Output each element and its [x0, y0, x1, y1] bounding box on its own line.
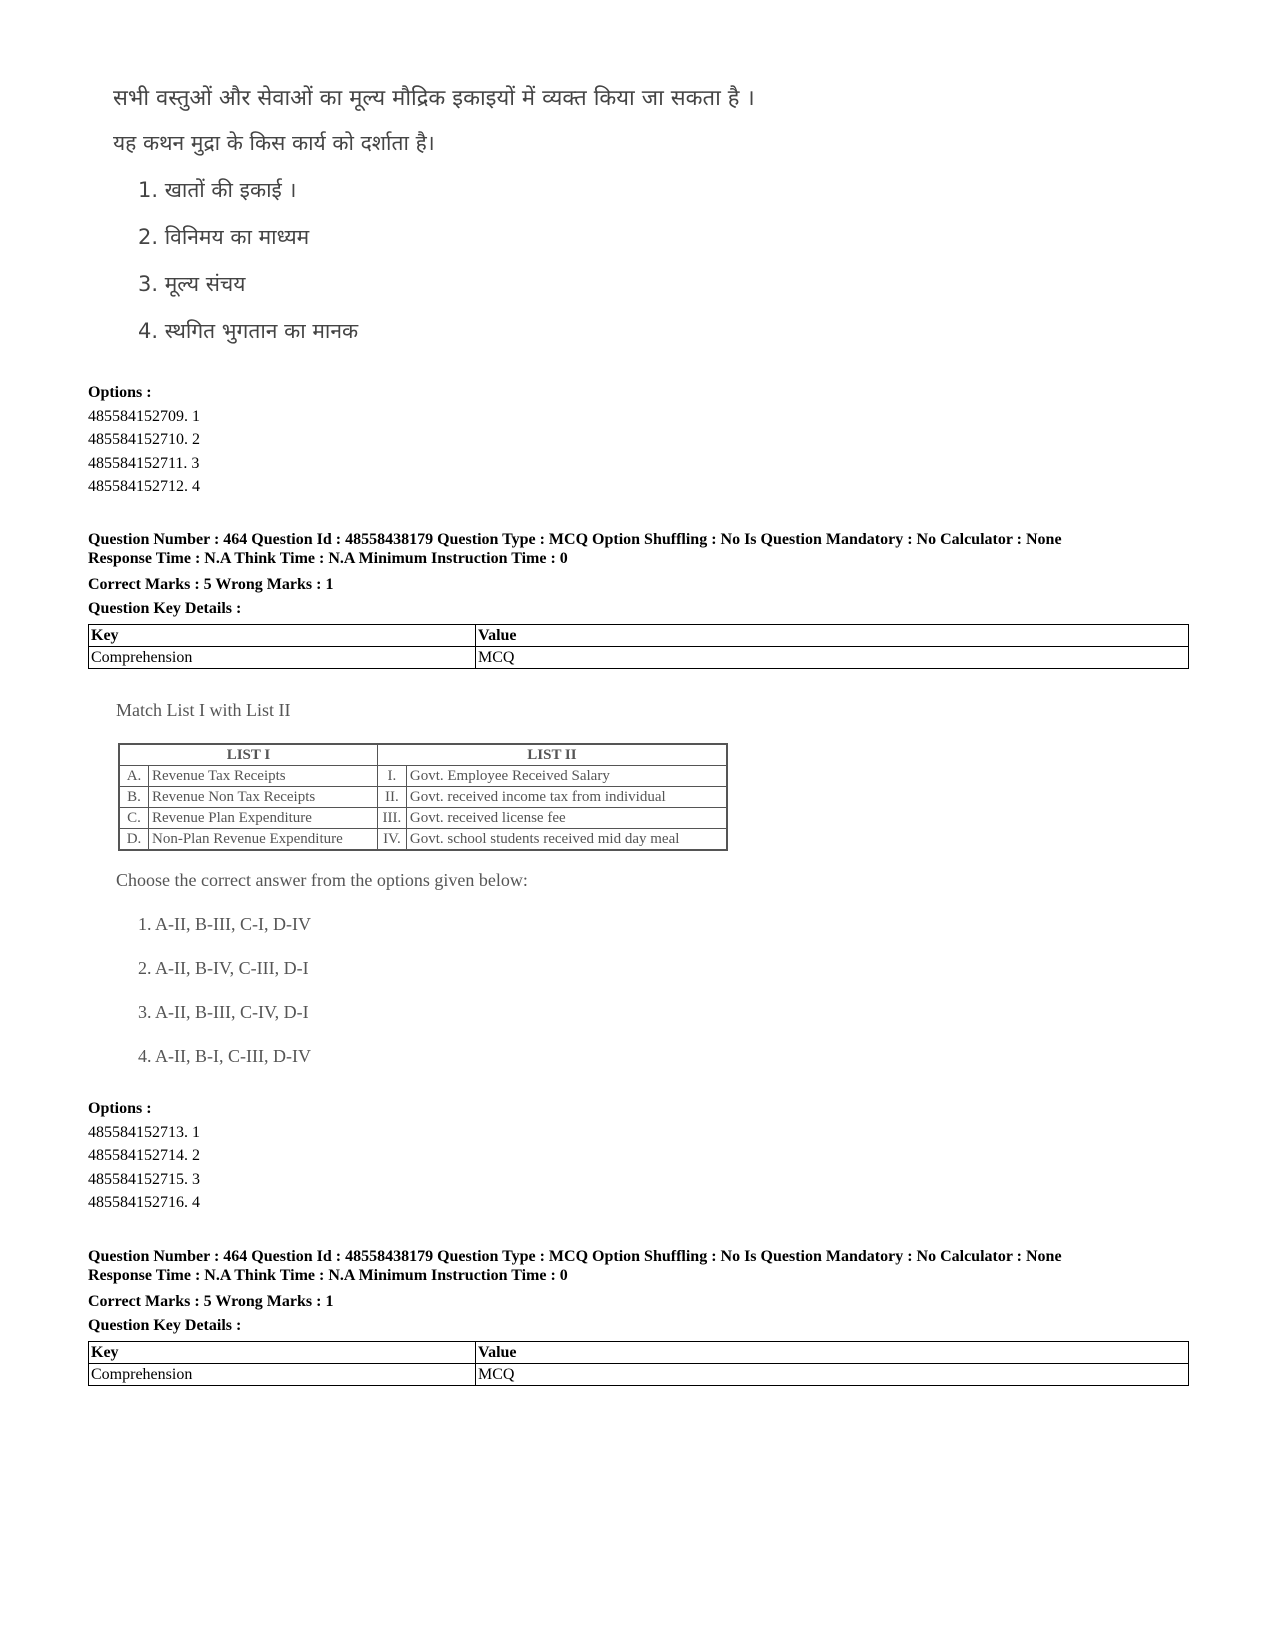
key-header: Key: [89, 625, 476, 647]
list1-label: A.: [119, 766, 149, 787]
question-meta-line2: Response Time : N.A Think Time : N.A Minimum Instruction Time : 0: [88, 1267, 568, 1284]
choice-1: 1. खातों की इकाई ।: [138, 178, 297, 202]
choice-3: 3. मूल्य संचय: [138, 272, 246, 296]
list1-label: C.: [119, 808, 149, 829]
value-header: Value: [476, 625, 1189, 647]
list2-label: III.: [377, 808, 406, 829]
options-label: Options :: [88, 384, 152, 401]
option-3: 485584152711. 3: [88, 455, 200, 472]
key-details-table: [88, 1341, 1189, 1386]
list1-item: Revenue Non Tax Receipts: [149, 787, 378, 808]
option-1: 485584152713. 1: [88, 1124, 200, 1141]
list1-item: Revenue Tax Receipts: [149, 766, 378, 787]
list2-label: II.: [377, 787, 406, 808]
list1-header: LIST I: [119, 744, 377, 766]
match-table: [118, 743, 728, 851]
table-row: [119, 766, 727, 787]
choice-4: 4. स्थगित भुगतान का मानक: [138, 319, 359, 343]
option-1: 485584152709. 1: [88, 408, 200, 425]
list1-label: D.: [119, 829, 149, 851]
options-label: Options :: [88, 1100, 152, 1117]
question-meta-line2: Response Time : N.A Think Time : N.A Minimum Instruction Time : 0: [88, 550, 568, 567]
list2-item: Govt. Employee Received Salary: [406, 766, 727, 787]
list2-label: IV.: [377, 829, 406, 851]
key-cell: Comprehension: [89, 647, 476, 669]
question-statement: सभी वस्तुओं और सेवाओं का मूल्य मौद्रिक इकाइयों में व्यक्त किया जा सकता है ।: [113, 86, 755, 111]
key-details-table: [88, 624, 1189, 669]
question-meta: Question Number : 464 Question Id : 48558438179 Question Type : MCQ Option Shuffling : No Is Question Mandatory : No Calculator : None: [88, 1248, 1062, 1265]
table-row: [119, 808, 727, 829]
list2-header: LIST II: [377, 744, 727, 766]
key-header: Key: [89, 1342, 476, 1364]
question-text: यह कथन मुद्रा के किस कार्य को दर्शाता है।: [113, 131, 435, 155]
choice-4: 4. A-II, B-I, C-III, D-IV: [138, 1046, 311, 1066]
list1-item: Revenue Plan Expenditure: [149, 808, 378, 829]
option-3: 485584152715. 3: [88, 1171, 200, 1188]
list2-item: Govt. received license fee: [406, 808, 727, 829]
list2-label: I.: [377, 766, 406, 787]
option-4: 485584152712. 4: [88, 478, 200, 495]
choice-2: 2. विनिमय का माध्यम: [138, 225, 310, 249]
value-cell: MCQ: [476, 1364, 1189, 1386]
value-cell: MCQ: [476, 647, 1189, 669]
choice-3: 3. A-II, B-III, C-IV, D-I: [138, 1002, 309, 1022]
list2-item: Govt. school students received mid day meal: [406, 829, 727, 851]
choice-2: 2. A-II, B-IV, C-III, D-I: [138, 958, 309, 978]
match-title: Match List I with List II: [116, 700, 291, 720]
question-meta: Question Number : 464 Question Id : 48558438179 Question Type : MCQ Option Shuffling : No Is Question Mandatory : No Calculator : None: [88, 531, 1062, 548]
key-cell: Comprehension: [89, 1364, 476, 1386]
choice-1: 1. A-II, B-III, C-I, D-IV: [138, 914, 311, 934]
option-2: 485584152710. 2: [88, 431, 200, 448]
list1-item: Non-Plan Revenue Expenditure: [149, 829, 378, 851]
list2-item: Govt. received income tax from individual: [406, 787, 727, 808]
key-details-label: Question Key Details :: [88, 600, 242, 617]
key-details-label: Question Key Details :: [88, 1317, 242, 1334]
marks-line: Correct Marks : 5 Wrong Marks : 1: [88, 1293, 334, 1310]
marks-line: Correct Marks : 5 Wrong Marks : 1: [88, 576, 334, 593]
option-2: 485584152714. 2: [88, 1147, 200, 1164]
list1-label: B.: [119, 787, 149, 808]
value-header: Value: [476, 1342, 1189, 1364]
table-row: [119, 787, 727, 808]
choose-text: Choose the correct answer from the options given below:: [116, 870, 528, 890]
option-4: 485584152716. 4: [88, 1194, 200, 1211]
table-row: [119, 829, 727, 851]
